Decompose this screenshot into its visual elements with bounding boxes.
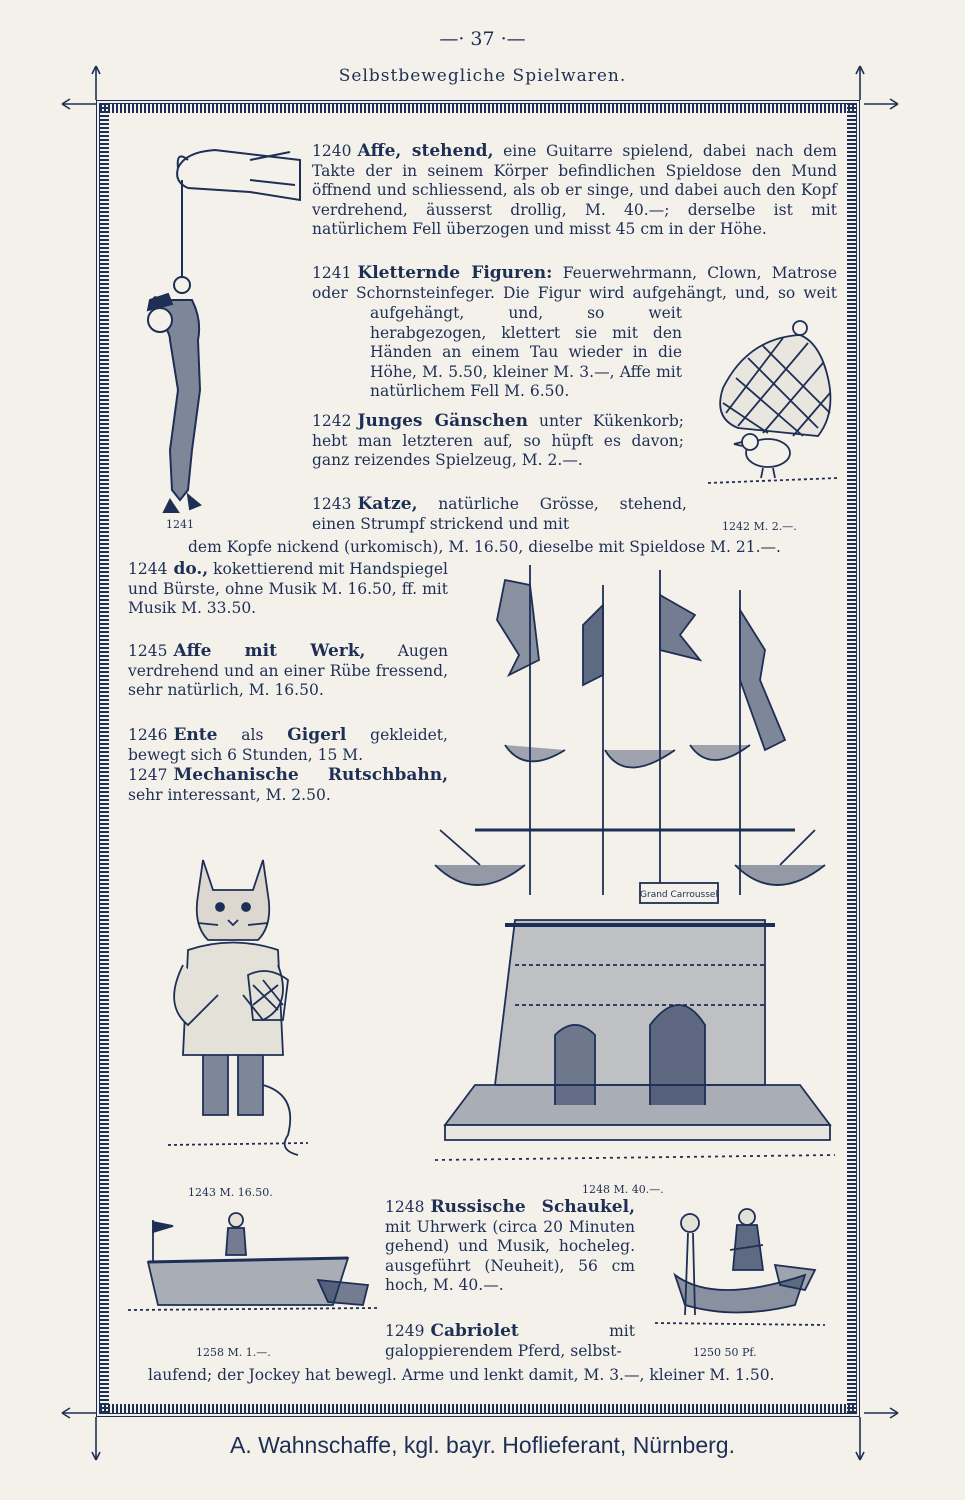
caption-1250: 1250 50 Pf.: [693, 1346, 757, 1359]
entry-1242: 1242 Junges Gänschen unter Kükenkorb; hebt man letzteren auf, so hüpft es davon; ganz reizendes Spielzeug, M. 2.—.: [312, 411, 684, 469]
entry-1247: 1247 Mechanische Rutschbahn, sehr interessant, M. 2.50.: [128, 765, 448, 804]
entry-1249: 1249 Cabriolet mit galoppierendem Pferd, selbst-: [385, 1321, 635, 1360]
caption-1248: 1248 M. 40.—.: [582, 1183, 664, 1196]
entry-1244: 1244 do., kokettierend mit Handspiegel und Bürste, ohne Musik M. 16.50, ff. mit Musik M. 33.50.: [128, 559, 448, 617]
caption-1241: 1241: [166, 518, 194, 531]
entry-1240: 1240 Affe, stehend, eine Guitarre spielend, dabei nach dem Takte der in seinem Körper befindlichen Spieldose den Mund öffnend und schliessend, als ob er singe, und dabei auch den Kopf verdrehend, äusserst drollig, M. 40.—; derselbe ist mit natürlichem Fell überzogen und misst 45 cm in der Höhe.: [312, 141, 837, 238]
carousel-icon: [435, 565, 835, 1165]
entry-1241: 1241 Kletternde Figuren: Feuerwehrmann, Clown, Matrose oder Schornsteinfeger. Die Figur wird aufgehängt, und, so weit: [312, 264, 837, 302]
entry-1243: 1243 Katze, natürliche Grösse, stehend, einen Strumpf strickend und mit: [312, 494, 687, 533]
section-title: Selbstbewegliche Spielwaren.: [338, 66, 627, 86]
entry-1248: 1248 Russische Schaukel, mit Uhrwerk (circa 20 Minuten gehend) und Musik, hocheleg. ausgeführt (Neuheit), 56 cm hoch, M. 40.—.: [385, 1197, 635, 1294]
caption-1242: 1242 M. 2.—.: [722, 520, 797, 533]
entry-1245: 1245 Affe mit Werk, Augen verdrehend und an einer Rübe fressend, sehr natürlich, M. 16.50.: [128, 641, 448, 699]
cat-knitting-icon: [158, 855, 308, 1155]
entry-1241-cont: aufgehängt, und, so weit herabgezogen, klettert sie mit den Händen an einem Tau wieder in die Höhe, M. 5.50, kleiner M. 3.—, Affe mit natürlichem Fell M. 6.50.: [370, 304, 682, 400]
entry-1246: 1246 Ente als Gigerl gekleidet, bewegt sich 6 Stunden, 15 M.: [128, 725, 448, 764]
hand-hanging-climber-icon: [130, 140, 300, 520]
footer-publisher: A. Wahnschaffe, kgl. bayr. Hoflieferant, Nürnberg.: [230, 1432, 735, 1458]
caption-1258: 1258 M. 1.—.: [196, 1346, 271, 1359]
swing-sled-icon: [655, 1205, 825, 1345]
boat-figure-icon: [128, 1210, 378, 1330]
carousel-sign: Grand Carroussel: [640, 890, 718, 900]
entry-1243-cont: dem Kopfe nickend (urkomisch), M. 16.50, dieselbe mit Spieldose M. 21.—.: [188, 538, 781, 556]
entry-1249-cont: laufend; der Jockey hat bewegl. Arme und lenkt damit, M. 3.—, kleiner M. 1.50.: [148, 1366, 775, 1384]
chick-under-basket-icon: [708, 318, 838, 508]
page-number: —· 37 ·—: [439, 28, 526, 50]
caption-1243: 1243 M. 16.50.: [188, 1186, 273, 1199]
